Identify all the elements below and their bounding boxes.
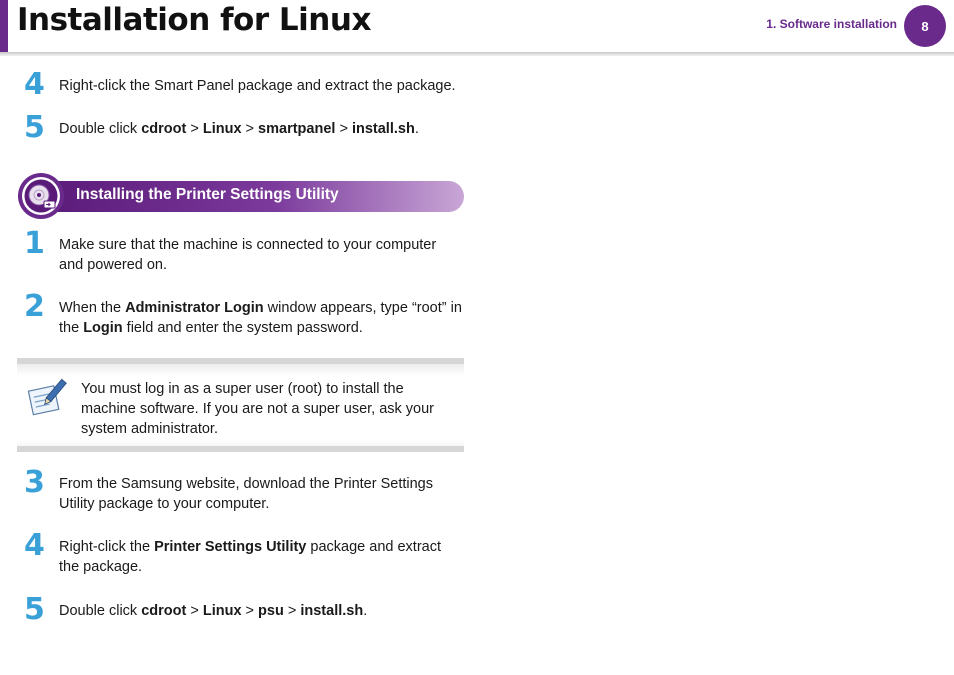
step-number: 5 (24, 110, 45, 145)
step-text (59, 601, 464, 621)
step-1-connect-machine (24, 226, 464, 275)
step-number: 4 (24, 67, 45, 102)
step-number: 3 (24, 465, 45, 500)
chapter-label: 1. Software installation (766, 17, 897, 31)
step-3-download-psu (24, 465, 464, 514)
step-number: 4 (24, 528, 45, 563)
page-number-badge: 8 (904, 5, 946, 47)
path-linux: Linux (202, 121, 242, 137)
step-2-administrator-login (24, 289, 464, 338)
step-4-extract-smart-panel (24, 67, 464, 102)
section-header (17, 170, 464, 220)
path-separator: > (335, 121, 352, 137)
header-divider (0, 52, 954, 56)
step-text (59, 235, 459, 275)
path-separator: > (186, 121, 203, 137)
path-psu: psu (258, 603, 284, 619)
step-text-segment: Double click (59, 121, 142, 137)
note-box (17, 358, 464, 452)
step-4-extract-psu (24, 528, 464, 577)
step-5-run-psu-installer (24, 592, 464, 627)
header-accent-bar (0, 0, 8, 52)
path-separator: > (283, 603, 301, 619)
step-text-segment: Right-click the (59, 539, 155, 555)
step-text (59, 76, 464, 96)
path-separator: > (186, 603, 203, 619)
step-5-run-smart-panel-installer (24, 110, 464, 145)
step-text-segment: package and extract the package. (59, 539, 441, 575)
step-text-segment: . (363, 603, 368, 619)
step-text-segment: When the (59, 300, 126, 316)
printer-settings-utility-term: Printer Settings Utility (154, 539, 307, 555)
step-text-segment: Right-click the Smart Panel package and extract the package. (59, 78, 456, 94)
path-cdroot: cdroot (141, 121, 187, 137)
login-field-term: Login (83, 320, 123, 336)
step-number: 5 (24, 592, 45, 627)
step-text-segment: field and enter the system password. (122, 320, 363, 336)
step-text (59, 537, 459, 577)
step-text (59, 119, 464, 139)
note-text: You must log in as a super user (root) to install the machine software. If you are not a super user, ask your system administrator. (81, 381, 435, 437)
administrator-login-term: Administrator Login (125, 300, 264, 316)
path-install-sh: install.sh (351, 121, 415, 137)
step-text-segment: window appears, type “root” in the (59, 300, 462, 336)
page-title: Installation for Linux (17, 2, 371, 38)
path-smartpanel: smartpanel (258, 121, 336, 137)
step-text (59, 298, 464, 338)
path-cdroot: cdroot (141, 603, 187, 619)
section-title: Installing the Printer Settings Utility (76, 186, 339, 203)
section-title-bar (41, 181, 464, 212)
step-text-segment: Make sure that the machine is connected to your computer and powered on. (59, 237, 437, 273)
path-install-sh: install.sh (300, 603, 364, 619)
step-number: 1 (24, 226, 45, 261)
cd-disc-icon (17, 172, 65, 220)
path-linux: Linux (202, 603, 242, 619)
step-text-segment: . (414, 121, 419, 137)
path-separator: > (241, 121, 259, 137)
note-pencil-icon (25, 376, 69, 420)
step-text-segment: From the Samsung website, download the Printer Settings Utility package to your computer. (59, 476, 433, 512)
step-text-segment: Double click (59, 603, 142, 619)
step-text (59, 474, 454, 514)
step-number: 2 (24, 289, 45, 324)
path-separator: > (241, 603, 259, 619)
